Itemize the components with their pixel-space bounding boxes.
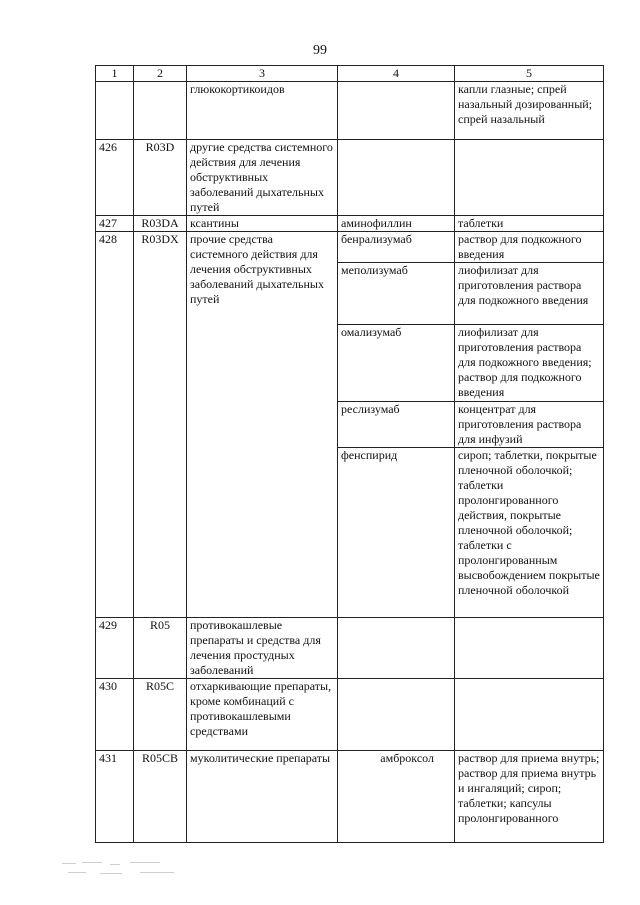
group-name: муколитические препараты xyxy=(187,751,338,843)
row-number: 431 xyxy=(96,751,134,843)
atc-code: R03D xyxy=(134,140,187,216)
table-row xyxy=(96,679,604,751)
table-row xyxy=(96,216,604,232)
group-name: прочие средства системного действия для лечения обструктивных заболеваний дыхательных путей xyxy=(187,232,338,618)
atc-code: R05CB xyxy=(134,751,187,843)
dosage-form xyxy=(455,679,604,751)
table-row xyxy=(96,232,604,263)
dosage-form: раствор для подкожного введения xyxy=(455,232,604,263)
dosage-form: сироп; таблетки, покрытые пленочной оболочкой; таблетки пролонгированного действия, покрытые пленочной оболочкой; таблетки с пролонгированным высвобождением покрытые пленочной оболочкой xyxy=(455,448,604,618)
col-header-3: 3 xyxy=(187,66,338,82)
drug-table xyxy=(95,65,604,843)
drug-name xyxy=(338,618,455,679)
table-row xyxy=(96,751,604,843)
atc-code: R05 xyxy=(134,618,187,679)
dosage-form: раствор для приема внутрь; раствор для приема внутрь и ингаляций; сироп; таблетки; капсулы пролонгированного xyxy=(455,751,604,843)
dosage-form xyxy=(455,140,604,216)
drug-name: реслизумаб xyxy=(338,402,455,448)
col-header-4: 4 xyxy=(338,66,455,82)
col-header-1: 1 xyxy=(96,66,134,82)
drug-name: меполизумаб xyxy=(338,263,455,325)
dosage-form: таблетки xyxy=(455,216,604,232)
drug-name: фенспирид xyxy=(338,448,455,618)
drug-name xyxy=(338,140,455,216)
atc-code: R03DX xyxy=(134,232,187,618)
page-number: 99 xyxy=(313,43,327,58)
group-name: другие средства системного действия для лечения обструктивных заболеваний дыхательных путей xyxy=(187,140,338,216)
row-number: 428 xyxy=(96,232,134,618)
drug-name xyxy=(338,679,455,751)
dosage-form: концентрат для приготовления раствора для инфузий xyxy=(455,402,604,448)
col-header-5: 5 xyxy=(455,66,604,82)
dosage-form: лиофилизат для приготовления раствора для подкожного введения; раствор для подкожного введения xyxy=(455,325,604,402)
atc-code: R03DA xyxy=(134,216,187,232)
drug-name: амброксол xyxy=(338,751,455,843)
atc-code: R05C xyxy=(134,679,187,751)
table-row xyxy=(96,618,604,679)
row-number: 429 xyxy=(96,618,134,679)
col-header-2: 2 xyxy=(134,66,187,82)
row-number: 430 xyxy=(96,679,134,751)
dosage-form xyxy=(455,618,604,679)
group-name: отхаркивающие препараты, кроме комбинаций с противокашлевыми средствами xyxy=(187,679,338,751)
drug-name: омализумаб xyxy=(338,325,455,402)
dosage-form: лиофилизат для приготовления раствора для подкожного введения xyxy=(455,263,604,325)
group-name: глюкокортикоидов xyxy=(187,82,338,140)
table-body xyxy=(96,82,604,843)
header-row xyxy=(96,66,604,82)
drug-name: бенрализумаб xyxy=(338,232,455,263)
row-number xyxy=(96,82,134,140)
drug-name xyxy=(338,82,455,140)
drug-name: аминофиллин xyxy=(338,216,455,232)
row-number: 426 xyxy=(96,140,134,216)
scan-artifact xyxy=(60,860,180,880)
table-row xyxy=(96,140,604,216)
atc-code xyxy=(134,82,187,140)
dosage-form: капли глазные; спрей назальный дозированный; спрей назальный xyxy=(455,82,604,140)
row-number: 427 xyxy=(96,216,134,232)
table-row xyxy=(96,82,604,140)
group-name: ксантины xyxy=(187,216,338,232)
group-name: противокашлевые препараты и средства для лечения простудных заболеваний xyxy=(187,618,338,679)
